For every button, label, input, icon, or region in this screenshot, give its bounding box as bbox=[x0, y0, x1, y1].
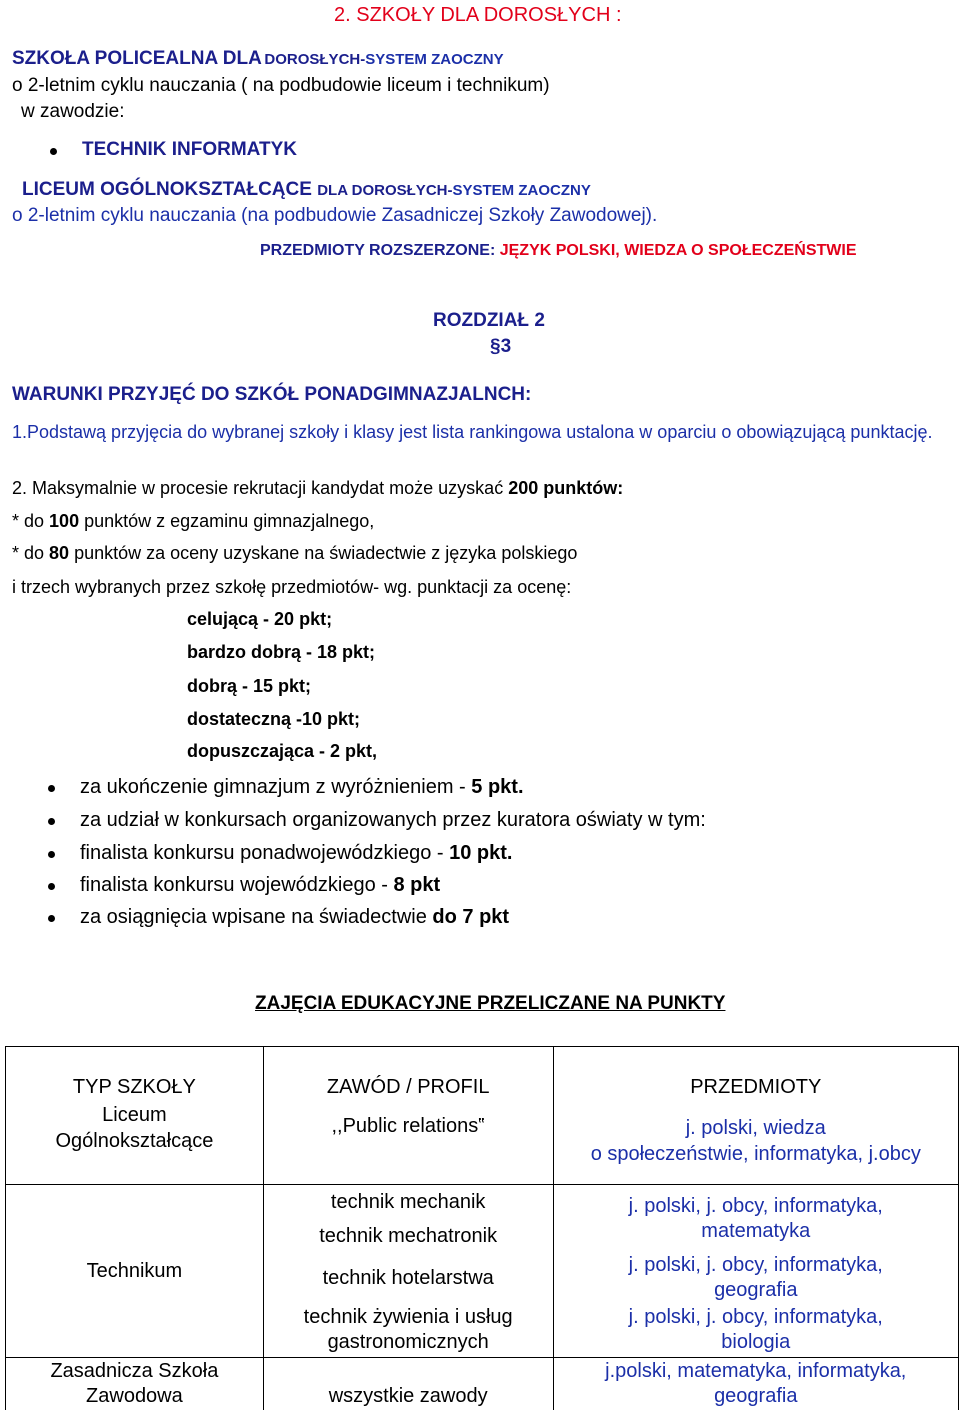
cell-subjects bbox=[553, 1253, 958, 1303]
header-subjects: PRZEDMIOTY bbox=[553, 1047, 958, 1100]
policealna-profession: TECHNIK INFORMATYK bbox=[82, 139, 297, 161]
l2-suffix: punktów za oceny uzyskane na świadectwie z języka polskiego bbox=[74, 543, 577, 563]
table-header-row bbox=[6, 1047, 959, 1100]
table-row bbox=[6, 1358, 959, 1410]
liceum-title-main: LICEUM OGÓLNOKSZTAŁCĄCE bbox=[22, 179, 312, 200]
subjects-line: j.polski, matematyka, informatyka, bbox=[554, 1359, 958, 1384]
cell-subjects bbox=[553, 1185, 958, 1254]
grade-item: celującą - 20 pkt; bbox=[187, 609, 332, 630]
bonus-text: finalista konkursu wojewódzkiego - bbox=[80, 874, 394, 896]
cell-profile: technik hotelarstwa bbox=[263, 1253, 553, 1303]
conditions-l1 bbox=[12, 511, 374, 532]
subjects-line: j. polski, j. obcy, informatyka, bbox=[554, 1194, 958, 1219]
bonus-item bbox=[80, 906, 509, 929]
header-school-type: TYP SZKOŁY bbox=[6, 1047, 264, 1100]
subjects-line: j. polski, j. obcy, informatyka, bbox=[554, 1305, 958, 1330]
cell-school-type bbox=[6, 1099, 264, 1185]
chapter-title: ROZDZIAŁ 2 bbox=[433, 310, 545, 332]
cell-subjects bbox=[553, 1099, 958, 1185]
cell-school-type bbox=[6, 1358, 264, 1410]
l1-prefix: * do bbox=[12, 511, 44, 531]
bonus-text: za ukończenie gimnazjum z wyróżnieniem - bbox=[80, 776, 471, 798]
l2-bold: 80 bbox=[49, 543, 69, 563]
cell-subjects bbox=[553, 1303, 958, 1358]
cell-school-type: Technikum bbox=[6, 1185, 264, 1358]
subjects-line: geografia bbox=[554, 1384, 958, 1409]
bonus-text: finalista konkursu ponadwojewódzkiego - bbox=[80, 842, 449, 864]
liceum-title bbox=[22, 179, 591, 201]
subjects-line: geografia bbox=[554, 1278, 958, 1303]
profile-line: technik żywienia i usług bbox=[264, 1305, 553, 1330]
policealna-line1: o 2-letnim cyklu nauczania ( na podbudowie liceum i technikum) bbox=[12, 75, 550, 97]
chapter-paragraph: §3 bbox=[490, 336, 511, 358]
subjects-line: j. polski, j. obcy, informatyka, bbox=[554, 1253, 958, 1278]
bonus-bold: 5 pkt. bbox=[471, 776, 523, 798]
policealna-title-main: SZKOŁA POLICEALNA DLA bbox=[12, 48, 261, 69]
bonus-bold: 10 pkt. bbox=[449, 842, 512, 864]
grade-item: bardzo dobrą - 18 pkt; bbox=[187, 642, 375, 663]
cell-profile bbox=[263, 1303, 553, 1358]
conditions-heading: WARUNKI PRZYJĘĆ DO SZKÓŁ PONADGIMNAZJALNCH: bbox=[12, 384, 531, 406]
table-row bbox=[6, 1185, 959, 1254]
cell-profile bbox=[263, 1185, 553, 1254]
bonus-item bbox=[80, 776, 524, 799]
bonus-item bbox=[80, 874, 440, 897]
bonus-bold: do 7 pkt bbox=[432, 906, 509, 928]
bonus-item bbox=[80, 809, 706, 832]
l2-prefix: * do bbox=[12, 543, 44, 563]
liceum-title-system: SYSTEM ZAOCZNY bbox=[452, 182, 590, 199]
policealna-line2: w zawodzie: bbox=[21, 101, 125, 123]
profile-line: gastronomicznych bbox=[264, 1330, 553, 1355]
subjects-line: matematyka bbox=[554, 1219, 958, 1244]
liceum-line1: o 2-letnim cyklu nauczania (na podbudowie Zasadniczej Szkoły Zawodowej). bbox=[12, 205, 657, 227]
policealna-title-system: SYSTEM ZAOCZNY bbox=[365, 51, 503, 68]
header-profile: ZAWÓD / PROFIL bbox=[263, 1047, 553, 1100]
cell-profile: wszystkie zawody bbox=[263, 1358, 553, 1410]
conditions-l3: i trzech wybranych przez szkołę przedmiotów- wg. punktacji za ocenę: bbox=[12, 577, 571, 598]
policealna-title bbox=[12, 48, 504, 70]
conditions-p1: 1.Podstawą przyjęcia do wybranej szkoły i klasy jest lista rankingowa ustalona w oparciu o obowiązującą punktację. bbox=[12, 420, 957, 444]
grade-item: dopuszczająca - 2 pkt, bbox=[187, 741, 377, 762]
type-line: Zasadnicza Szkoła bbox=[6, 1359, 263, 1384]
conditions-l2 bbox=[12, 543, 577, 564]
grade-item: dostateczną -10 pkt; bbox=[187, 709, 360, 730]
section-title: 2. SZKOŁY DLA DOROSŁYCH : bbox=[334, 4, 622, 27]
profile-line: technik mechatronik bbox=[264, 1219, 553, 1253]
grade-item: dobrą - 15 pkt; bbox=[187, 676, 311, 697]
conditions-p2 bbox=[12, 478, 623, 499]
cell-profile: ,,Public relations‟ bbox=[263, 1099, 553, 1185]
subjects-line: biologia bbox=[554, 1330, 958, 1355]
bonus-item bbox=[80, 842, 512, 865]
cell-subjects bbox=[553, 1358, 958, 1410]
type-line: Ogólnokształcące bbox=[6, 1128, 263, 1154]
liceum-title-small: DLA DOROSŁYCH- bbox=[317, 182, 452, 199]
bonus-bold: 8 pkt bbox=[394, 874, 441, 896]
p2-bold: 200 punktów: bbox=[508, 478, 623, 498]
subjects-line: j. polski, wiedza bbox=[554, 1115, 958, 1141]
extended-value: JĘZYK POLSKI, WIEDZA O SPOŁECZEŃSTWIE bbox=[500, 242, 857, 259]
bonus-text: za osiągnięcia wpisane na świadectwie bbox=[80, 906, 432, 928]
liceum-extended bbox=[260, 242, 856, 260]
table-row bbox=[6, 1099, 959, 1185]
p2-prefix: 2. Maksymalnie w procesie rekrutacji kandydat może uzyskać bbox=[12, 478, 503, 498]
type-line: Liceum bbox=[6, 1102, 263, 1128]
extended-label: PRZEDMIOTY ROZSZERZONE: bbox=[260, 242, 495, 259]
l1-bold: 100 bbox=[49, 511, 79, 531]
type-line: Zawodowa bbox=[6, 1384, 263, 1409]
profile-line: technik mechanik bbox=[264, 1185, 553, 1219]
bonus-text: za udział w konkursach organizowanych przez kuratora oświaty w tym: bbox=[80, 809, 706, 831]
table-title: ZAJĘCIA EDUKACYJNE PRZELICZANE NA PUNKTY bbox=[255, 993, 725, 1015]
subjects-table bbox=[5, 1046, 959, 1410]
policealna-title-small: DOROSŁYCH- bbox=[264, 51, 365, 68]
l1-suffix: punktów z egzaminu gimnazjalnego, bbox=[84, 511, 374, 531]
subjects-line: o społeczeństwie, informatyka, j.obcy bbox=[554, 1141, 958, 1167]
